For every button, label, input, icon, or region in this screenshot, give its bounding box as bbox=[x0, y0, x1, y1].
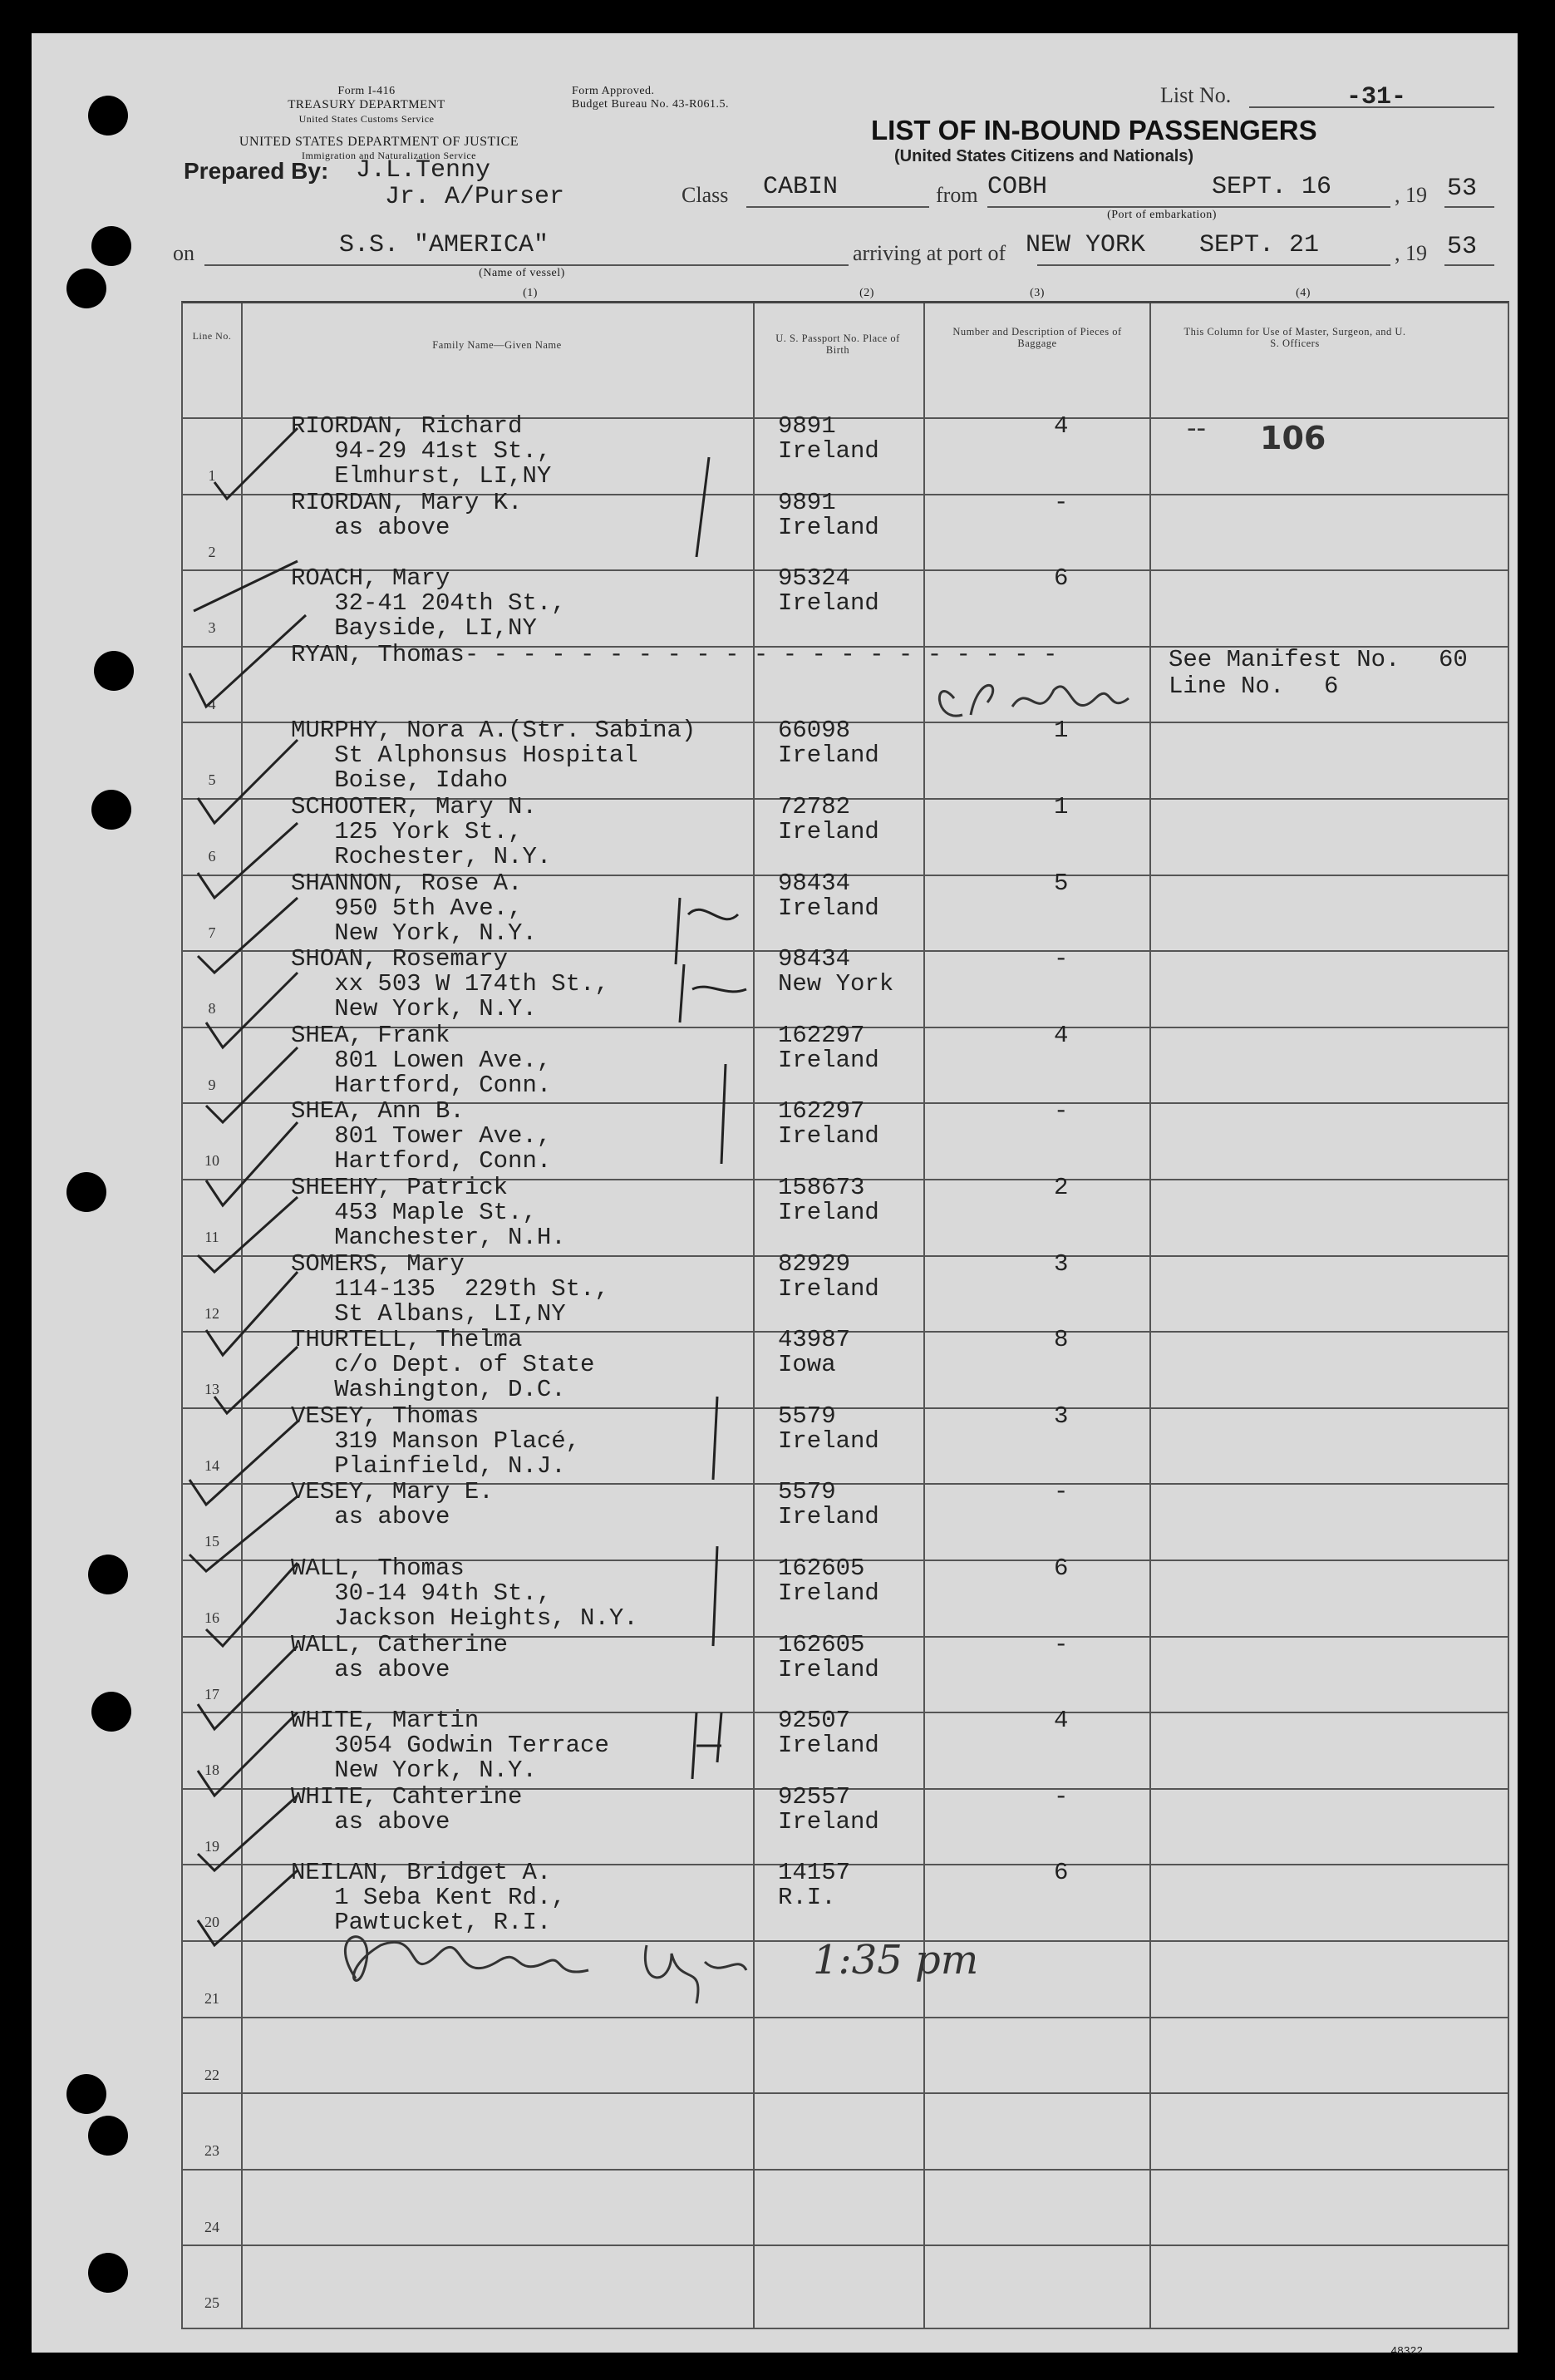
passenger-address-line: 114-135 229th St., bbox=[291, 1274, 609, 1303]
ins-service: Immigration and Naturalization Service bbox=[302, 150, 476, 161]
handwritten-count: 106 bbox=[1260, 420, 1326, 456]
year-prefix-1: , 19 bbox=[1395, 183, 1427, 207]
line-number: 10 bbox=[204, 1152, 219, 1170]
passenger-address-line: as above bbox=[291, 1807, 450, 1836]
passenger-address-line: Rochester, N.Y. bbox=[291, 843, 552, 870]
punch-hole bbox=[94, 651, 134, 691]
line-number: 5 bbox=[208, 771, 216, 789]
prepared-by-name: J.L.Tenny bbox=[356, 156, 491, 185]
passenger-name: SCHOOTER, Mary N. bbox=[291, 793, 537, 820]
line-number: 21 bbox=[204, 1990, 219, 2007]
passenger-name: SOMERS, Mary bbox=[291, 1249, 465, 1278]
passenger-name: WALL, Thomas bbox=[291, 1555, 465, 1582]
col-num-4: (4) bbox=[1296, 287, 1311, 299]
passenger-address-line: c/o Dept. of State bbox=[291, 1351, 595, 1379]
from-label: from bbox=[936, 183, 978, 207]
passenger-name: SHEEHY, Patrick bbox=[291, 1174, 509, 1201]
vessel-name: S.S. "AMERICA" bbox=[339, 231, 549, 259]
passenger-address-line: as above bbox=[291, 1655, 450, 1683]
baggage-count: 6 bbox=[1054, 1555, 1069, 1582]
baggage-count: 6 bbox=[1054, 1859, 1069, 1887]
passenger-address-line: Manchester, N.H. bbox=[291, 1224, 566, 1251]
passenger-address-line: Pawtucket, R.I. bbox=[291, 1909, 552, 1937]
punch-hole bbox=[91, 1692, 131, 1732]
place-of-birth: Ireland bbox=[778, 1427, 879, 1455]
passport-number: 158673 bbox=[778, 1174, 865, 1201]
passenger-address-line: xx 503 W 174th St., bbox=[291, 970, 609, 998]
punch-hole bbox=[66, 2074, 106, 2114]
passenger-address-line: New York, N.Y. bbox=[291, 995, 537, 1023]
passport-number: 43987 bbox=[778, 1326, 851, 1354]
passenger-address-line: Hartford, Conn. bbox=[291, 1071, 552, 1099]
col-header-line: Line No. bbox=[192, 330, 232, 342]
passenger-address-line: 453 Maple St., bbox=[291, 1199, 537, 1226]
inspector-initials bbox=[929, 657, 1145, 732]
list-number: -31- bbox=[1346, 83, 1407, 111]
passport-number: 14157 bbox=[778, 1859, 851, 1887]
punch-hole bbox=[88, 1555, 128, 1594]
passenger-address-line: 94-29 41st St., bbox=[291, 437, 552, 465]
baggage-count: - bbox=[1054, 1782, 1069, 1811]
baggage-count: 5 bbox=[1054, 869, 1069, 897]
baggage-count: - bbox=[1054, 1097, 1069, 1126]
form-approved: Form Approved. bbox=[572, 85, 655, 97]
col-header-officers: This Column for Use of Master, Surgeon, and U. S. Officers bbox=[1183, 326, 1406, 349]
line-number: 24 bbox=[204, 2218, 219, 2235]
list-no-label: List No. bbox=[1160, 83, 1232, 107]
passenger-name: RYAN, Thomas- - - - - - - - - - - - - - - - - - - - - bbox=[291, 640, 1058, 668]
passenger-address-line: Elmhurst, LI,NY bbox=[291, 462, 552, 490]
table-row bbox=[181, 2169, 1509, 2247]
justice-dept: UNITED STATES DEPARTMENT OF JUSTICE bbox=[239, 135, 519, 149]
passenger-address-line: Hartford, Conn. bbox=[291, 1147, 552, 1175]
passenger-address-line: 1 Seba Kent Rd., bbox=[291, 1884, 566, 1912]
passenger-address-line: 801 Lowen Ave., bbox=[291, 1046, 552, 1074]
place-of-birth: Ireland bbox=[778, 437, 879, 465]
line-number: 25 bbox=[204, 2294, 219, 2312]
baggage-count: 6 bbox=[1054, 564, 1069, 593]
place-of-birth: Ireland bbox=[778, 1274, 879, 1303]
line-number: 18 bbox=[204, 1762, 219, 1779]
passenger-address-line: as above bbox=[291, 1503, 450, 1531]
passenger-address-line: as above bbox=[291, 513, 450, 541]
place-of-birth: Ireland bbox=[778, 1655, 879, 1683]
passenger-address-line: Plainfield, N.J. bbox=[291, 1451, 566, 1480]
baggage-count: 3 bbox=[1054, 1402, 1069, 1430]
line-number: 15 bbox=[204, 1533, 219, 1550]
passport-number: 92507 bbox=[778, 1707, 851, 1735]
passport-number: 162297 bbox=[778, 1097, 865, 1126]
passport-number: 72782 bbox=[778, 793, 851, 820]
place-of-birth: Ireland bbox=[778, 513, 879, 541]
form-number: Form I-416 bbox=[337, 85, 396, 97]
year-prefix-2: , 19 bbox=[1395, 241, 1427, 265]
punch-hole bbox=[66, 269, 106, 308]
passenger-address-line: 950 5th Ave., bbox=[291, 894, 523, 922]
arriving-label: arriving at port of bbox=[853, 241, 1006, 265]
line-number: 17 bbox=[204, 1685, 219, 1702]
punch-hole bbox=[91, 790, 131, 830]
place-of-birth: Ireland bbox=[778, 1046, 879, 1074]
line-number: 9 bbox=[208, 1076, 216, 1093]
col-header-baggage: Number and Description of Pieces of Baggage bbox=[952, 326, 1122, 349]
place-of-birth: Ireland bbox=[778, 589, 879, 618]
table-row bbox=[181, 2092, 1509, 2171]
baggage-count: 3 bbox=[1054, 1249, 1069, 1278]
baggage-count: 1 bbox=[1054, 793, 1069, 820]
embark-port: COBH bbox=[987, 173, 1048, 201]
place-of-birth: Ireland bbox=[778, 894, 879, 922]
passenger-name: MURPHY, Nora A.(Str. Sabina) bbox=[291, 717, 696, 745]
passport-number: 5579 bbox=[778, 1402, 836, 1430]
manifest-page bbox=[32, 33, 1518, 2357]
punch-hole bbox=[88, 96, 128, 136]
passenger-name: WHITE, Cahterine bbox=[291, 1782, 523, 1811]
place-of-birth: Ireland bbox=[778, 1122, 879, 1151]
passenger-name: SHOAN, Rosemary bbox=[291, 945, 509, 973]
passenger-name: RIORDAN, Mary K. bbox=[291, 488, 523, 516]
passenger-address-line: 801 Tower Ave., bbox=[291, 1122, 552, 1151]
baggage-count: 4 bbox=[1054, 1707, 1069, 1735]
passenger-address-line: Jackson Heights, N.Y. bbox=[291, 1604, 638, 1632]
officer-note-manifest: See Manifest No. bbox=[1169, 645, 1400, 673]
arrival-date: SEPT. 21 bbox=[1199, 231, 1320, 259]
passport-number: 162297 bbox=[778, 1021, 865, 1049]
check-marks bbox=[181, 391, 347, 2136]
budget-bureau: Budget Bureau No. 43-R061.5. bbox=[572, 98, 729, 111]
passport-number: 98434 bbox=[778, 945, 851, 973]
punch-hole bbox=[88, 2116, 128, 2156]
customs-service: United States Customs Service bbox=[298, 113, 435, 125]
passport-number: 5579 bbox=[778, 1478, 836, 1506]
passenger-address-line: New York, N.Y. bbox=[291, 1757, 537, 1785]
passport-number: 95324 bbox=[778, 564, 851, 593]
line-number: 20 bbox=[204, 1914, 219, 1931]
table-row bbox=[181, 2244, 1509, 2323]
place-of-birth: Ireland bbox=[778, 1503, 879, 1531]
punch-hole bbox=[91, 226, 131, 266]
passenger-address-line: 32-41 204th St., bbox=[291, 589, 566, 618]
embark-year: 53 bbox=[1447, 175, 1478, 203]
line-number: 23 bbox=[204, 2142, 219, 2160]
passenger-address-line: 125 York St., bbox=[291, 818, 523, 845]
passenger-address-line: 30-14 94th St., bbox=[291, 1579, 552, 1607]
line-number: 6 bbox=[208, 848, 216, 865]
prepared-by-title: Jr. A/Purser bbox=[385, 183, 565, 211]
form-subtitle: (United States Citizens and Nationals) bbox=[894, 147, 1194, 165]
form-title: LIST OF IN-BOUND PASSENGERS bbox=[871, 115, 1317, 145]
place-of-birth: Ireland bbox=[778, 1199, 879, 1226]
passport-number: 162605 bbox=[778, 1630, 865, 1658]
passenger-name: SHEA, Ann B. bbox=[291, 1097, 465, 1126]
class-label: Class bbox=[682, 183, 729, 207]
passenger-address-line: St Alphonsus Hospital bbox=[291, 742, 638, 770]
line-number: 14 bbox=[204, 1456, 219, 1474]
passenger-address-line: Washington, D.C. bbox=[291, 1376, 566, 1404]
passenger-name: WHITE, Martin bbox=[291, 1707, 480, 1735]
treasury-dept: TREASURY DEPARTMENT bbox=[288, 98, 445, 111]
arrival-port: NEW YORK bbox=[1026, 231, 1146, 259]
handwritten-time: 1:35 pm bbox=[813, 1937, 979, 1983]
line-number: 8 bbox=[208, 1000, 216, 1018]
line-number: 3 bbox=[208, 619, 216, 637]
place-of-birth: Ireland bbox=[778, 1732, 879, 1760]
passport-number: 92557 bbox=[778, 1782, 851, 1811]
passport-number: 98434 bbox=[778, 869, 851, 897]
passenger-address-line: New York, N.Y. bbox=[291, 919, 537, 947]
passenger-address-line: 3054 Godwin Terrace bbox=[291, 1732, 609, 1760]
passenger-name: VESEY, Thomas bbox=[291, 1402, 480, 1430]
baggage-count: 1 bbox=[1054, 717, 1069, 745]
col-num-1: (1) bbox=[523, 287, 538, 299]
on-label: on bbox=[173, 241, 194, 265]
place-of-birth: Ireland bbox=[778, 1579, 879, 1607]
passport-number: 9891 bbox=[778, 488, 836, 516]
prepared-by-label: Prepared By: bbox=[184, 158, 329, 184]
line-number: 1 bbox=[208, 467, 216, 484]
punch-hole bbox=[88, 2253, 128, 2293]
baggage-count: 4 bbox=[1054, 412, 1069, 440]
passenger-name: NEILAN, Bridget A. bbox=[291, 1859, 552, 1887]
col-header-name: Family Name—Given Name bbox=[432, 339, 562, 351]
passenger-name: SHANNON, Rose A. bbox=[291, 869, 523, 897]
baggage-count: - bbox=[1054, 945, 1069, 973]
line-number: 2 bbox=[208, 543, 216, 560]
vessel-caption: (Name of vessel) bbox=[479, 267, 565, 279]
passenger-name: VESEY, Mary E. bbox=[291, 1478, 494, 1506]
line-number: 13 bbox=[204, 1381, 219, 1398]
line-number: 11 bbox=[204, 1229, 219, 1245]
line-number: 12 bbox=[204, 1304, 219, 1322]
place-of-birth: Iowa bbox=[778, 1351, 836, 1379]
line-number: 7 bbox=[208, 924, 216, 941]
place-of-birth: Ireland bbox=[778, 818, 879, 845]
officer-note-line-no: 6 bbox=[1324, 672, 1339, 700]
baggage-count: 4 bbox=[1054, 1021, 1069, 1049]
passenger-address-line: 319 Manson Placé, bbox=[291, 1427, 581, 1455]
passenger-address-line: Bayside, LI,NY bbox=[291, 614, 537, 643]
line-number: 4 bbox=[208, 695, 216, 712]
officer-signature bbox=[306, 1912, 1137, 2012]
passenger-name: THURTELL, Thelma bbox=[291, 1326, 523, 1354]
passenger-name: ROACH, Mary bbox=[291, 564, 450, 593]
class-value: CABIN bbox=[763, 173, 839, 201]
port-caption: (Port of embarkation) bbox=[1107, 209, 1217, 221]
officer-note-line: Line No. bbox=[1169, 672, 1285, 700]
passenger-name: WALL, Catherine bbox=[291, 1630, 509, 1658]
baggage-count: - bbox=[1054, 1478, 1069, 1506]
col-header-passport: U. S. Passport No. Place of Birth bbox=[775, 333, 900, 356]
passenger-name: SHEA, Frank bbox=[291, 1021, 450, 1049]
handwritten-count-dash: -- bbox=[1187, 411, 1206, 445]
line-number: 19 bbox=[204, 1837, 219, 1855]
place-of-birth: R.I. bbox=[778, 1884, 836, 1912]
place-of-birth: Ireland bbox=[778, 1807, 879, 1836]
col-num-2: (2) bbox=[859, 287, 874, 299]
col-num-3: (3) bbox=[1030, 287, 1045, 299]
place-of-birth: New York bbox=[778, 970, 894, 998]
footer-code: 48322 bbox=[1390, 2344, 1424, 2357]
passenger-name: RIORDAN, Richard bbox=[291, 412, 523, 440]
table-row bbox=[181, 2017, 1509, 2095]
embark-date: SEPT. 16 bbox=[1212, 173, 1332, 201]
tally-marks bbox=[672, 449, 771, 1779]
place-of-birth: Ireland bbox=[778, 742, 879, 770]
baggage-count: 2 bbox=[1054, 1174, 1069, 1201]
passport-number: 82929 bbox=[778, 1249, 851, 1278]
baggage-count: - bbox=[1054, 488, 1069, 516]
passport-number: 66098 bbox=[778, 717, 851, 745]
passenger-address-line: Boise, Idaho bbox=[291, 766, 509, 795]
baggage-count: - bbox=[1054, 1630, 1069, 1658]
passport-number: 162605 bbox=[778, 1555, 865, 1582]
passport-number: 9891 bbox=[778, 412, 836, 440]
arrival-year: 53 bbox=[1447, 233, 1478, 261]
line-number: 22 bbox=[204, 2066, 219, 2083]
passenger-address-line: St Albans, LI,NY bbox=[291, 1299, 566, 1328]
baggage-count: 8 bbox=[1054, 1326, 1069, 1354]
punch-hole bbox=[66, 1172, 106, 1212]
line-number: 16 bbox=[204, 1609, 219, 1626]
officer-note-manifest-no: 60 bbox=[1439, 645, 1468, 673]
